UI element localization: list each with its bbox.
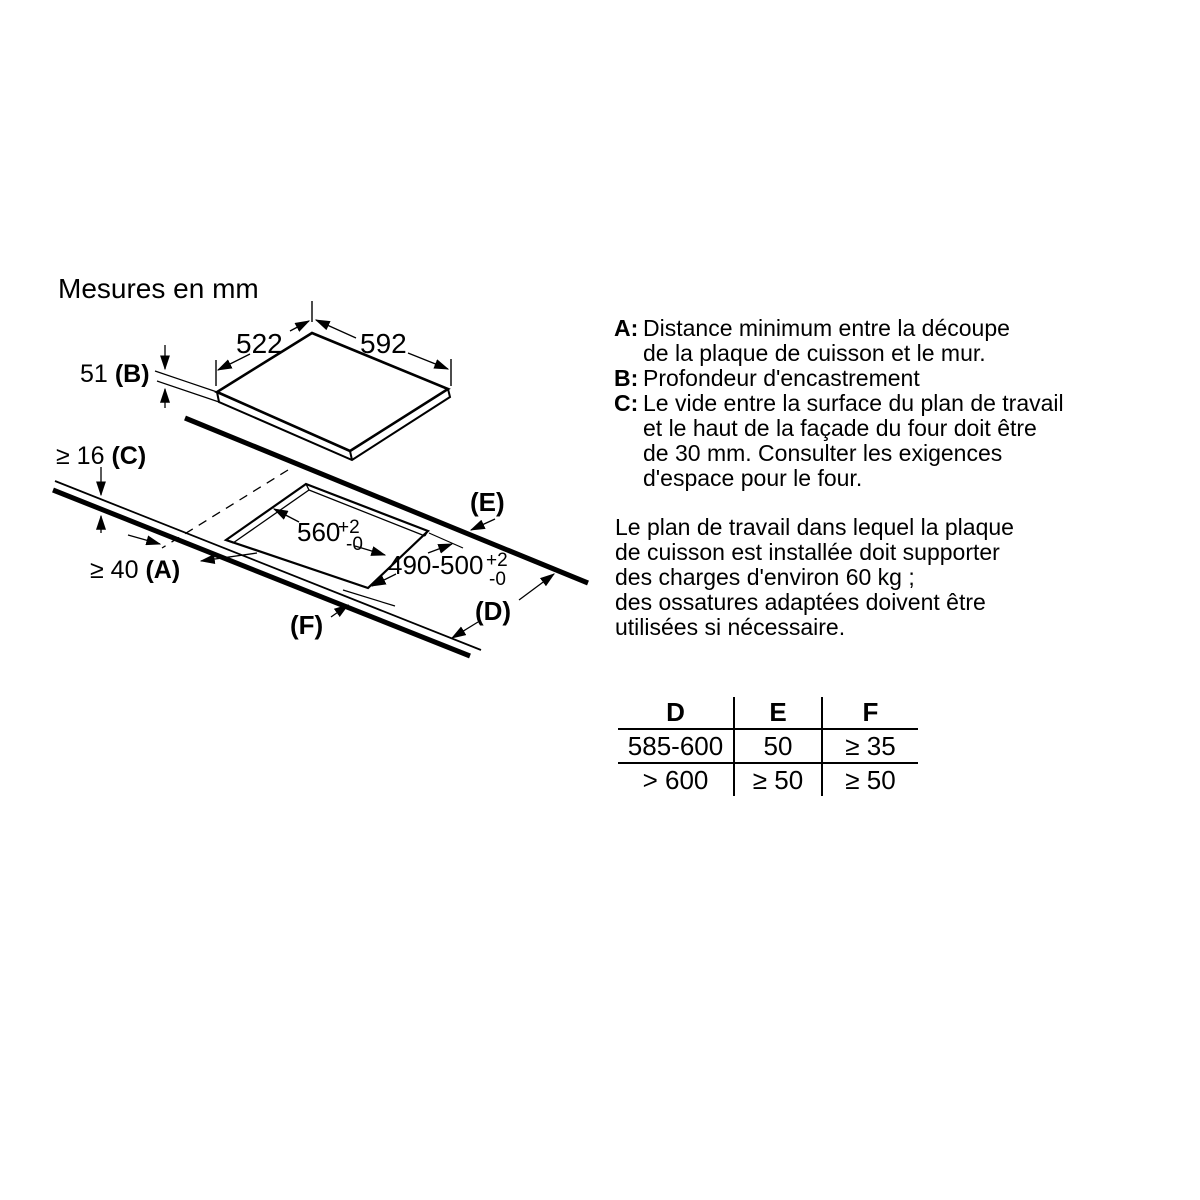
legend-block bbox=[614, 316, 1064, 491]
table-cell-f: ≥ 50 bbox=[845, 765, 896, 795]
legend-text: d'espace pour le four. bbox=[643, 465, 863, 491]
table-cell-d: 585-600 bbox=[618, 730, 733, 764]
dim-line bbox=[290, 321, 309, 331]
legend-key-a: A: bbox=[614, 315, 639, 341]
arrow-right bbox=[128, 535, 160, 544]
a-dim-label: ≥ 40 (A) bbox=[90, 556, 181, 584]
table-header-f: F bbox=[823, 697, 918, 730]
f-label: (F) bbox=[290, 610, 324, 640]
legend-text: de 30 mm. Consulter les exigences bbox=[643, 440, 1003, 466]
legend-text: et le haut de la façade du four doit être bbox=[643, 415, 1037, 441]
table-header-e: E bbox=[733, 697, 823, 730]
table-cell-d: > 600 bbox=[642, 765, 709, 795]
page-title: Mesures en mm bbox=[58, 273, 259, 304]
note-line: des ossatures adaptées doivent être bbox=[615, 589, 986, 615]
legend-item-a bbox=[614, 316, 1064, 341]
table-header-row bbox=[618, 697, 918, 730]
cutout-width-tol-plus: +2 bbox=[338, 517, 360, 538]
label-f bbox=[290, 605, 348, 640]
legend-item-a-cont bbox=[614, 341, 1064, 366]
legend-key-b: B: bbox=[614, 365, 639, 391]
pointer-line bbox=[471, 519, 495, 530]
note-line: de cuisson est installée doit supporter bbox=[615, 539, 1000, 565]
dim-51-b bbox=[80, 345, 165, 408]
b-extension-line bbox=[157, 381, 219, 402]
table-row bbox=[618, 730, 918, 764]
note-line: Le plan de travail dans lequel la plaque bbox=[615, 514, 1014, 540]
table-header-d: D bbox=[618, 697, 733, 730]
table-cell-f: ≥ 35 bbox=[823, 730, 918, 764]
dim-line bbox=[316, 320, 356, 338]
legend-text: Distance minimum entre la découpe bbox=[643, 315, 1010, 341]
note-line: utilisées si nécessaire. bbox=[615, 614, 846, 640]
dim-line bbox=[408, 353, 448, 369]
legend-text: Profondeur d'encastrement bbox=[643, 365, 920, 391]
legend-item-c-cont bbox=[614, 416, 1064, 441]
b-dim-label: 51 (B) bbox=[80, 360, 150, 388]
legend-text: Le vide entre la surface du plan de travail bbox=[643, 390, 1064, 416]
e-label: (E) bbox=[470, 487, 505, 517]
hob-width-label: 592 bbox=[360, 328, 407, 359]
legend-item-c bbox=[614, 391, 1064, 416]
cutout-width-label: 560 bbox=[297, 517, 341, 547]
dimensions-table bbox=[618, 697, 918, 796]
c-dim-label: ≥ 16 (C) bbox=[56, 442, 147, 470]
legend-key-c: C: bbox=[614, 390, 639, 416]
cutout-depth-label: 490-500 bbox=[388, 550, 484, 580]
table-cell-e: ≥ 50 bbox=[733, 764, 823, 796]
legend-item-c-cont bbox=[614, 466, 1064, 491]
b-extension-line bbox=[155, 371, 217, 392]
table-cell-e: 50 bbox=[733, 730, 823, 764]
note-line: des charges d'environ 60 kg ; bbox=[615, 564, 915, 590]
hob-depth-label: 522 bbox=[236, 328, 283, 359]
legend-item-b bbox=[614, 366, 1064, 391]
table-row bbox=[618, 764, 918, 796]
legend-item-c-cont bbox=[614, 441, 1064, 466]
legend-text: de la plaque de cuisson et le mur. bbox=[643, 340, 986, 366]
label-e bbox=[470, 487, 505, 530]
d-label: (D) bbox=[475, 596, 512, 626]
cutout-depth-tol-plus: +2 bbox=[486, 550, 508, 571]
cutout-depth-tol-minus: -0 bbox=[489, 569, 506, 590]
pointer-line bbox=[331, 605, 348, 617]
load-note bbox=[615, 515, 1014, 640]
cutout-width-tol-minus: -0 bbox=[346, 534, 363, 555]
pointer-line bbox=[519, 574, 554, 600]
